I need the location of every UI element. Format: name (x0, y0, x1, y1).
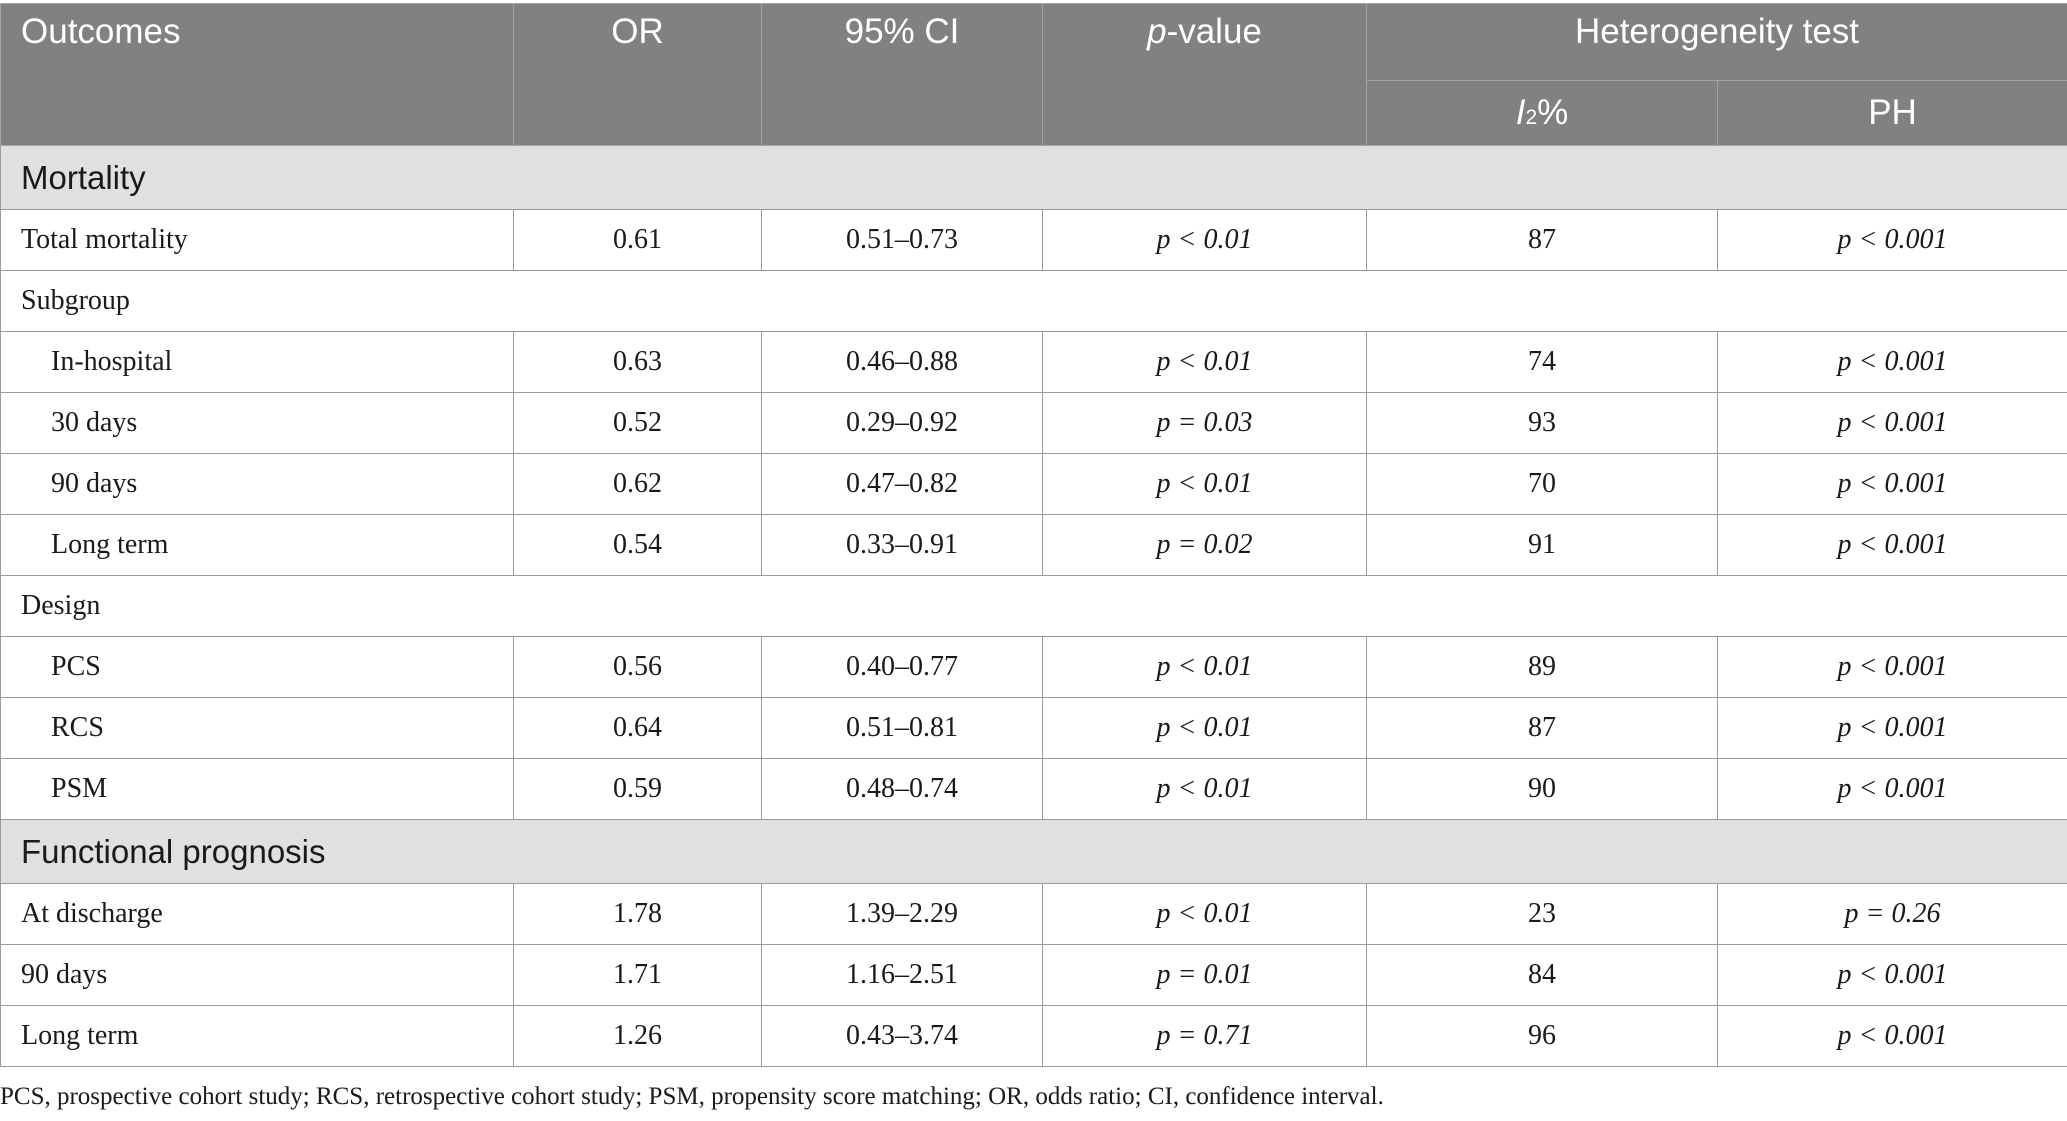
ci-cell: 0.43–3.74 (762, 1006, 1043, 1067)
ci-cell: 0.51–0.73 (762, 210, 1043, 271)
ph-cell: p < 0.001 (1718, 515, 2067, 576)
or-cell: 1.26 (514, 1006, 762, 1067)
i2-cell: 84 (1367, 945, 1718, 1006)
i2-cell: 89 (1367, 637, 1718, 698)
ph-cell: p < 0.001 (1718, 637, 2067, 698)
section-functional-prognosis: Functional prognosis (1, 820, 2067, 884)
header-ci: 95% CI (762, 4, 1043, 146)
pvalue-cell: p = 0.01 (1043, 945, 1367, 1006)
or-cell: 0.61 (514, 210, 762, 271)
table-row (1, 210, 2067, 271)
ph-cell: p < 0.001 (1718, 945, 2067, 1006)
pvalue-cell: p < 0.01 (1043, 210, 1367, 271)
row-label: In-hospital (1, 332, 514, 393)
header-outcomes: Outcomes (1, 4, 514, 146)
table-row (1, 515, 2067, 576)
pvalue-cell: p = 0.71 (1043, 1006, 1367, 1067)
results-table (0, 3, 2067, 1067)
ci-cell: 1.16–2.51 (762, 945, 1043, 1006)
header-i2-pct: % (1537, 93, 1569, 132)
header-i2-letter: I (1515, 93, 1526, 132)
row-label: Long term (1, 515, 514, 576)
table-row (1, 698, 2067, 759)
header-i2 (1367, 81, 1718, 146)
i2-cell: 87 (1367, 698, 1718, 759)
ci-cell: 0.51–0.81 (762, 698, 1043, 759)
ci-cell: 0.46–0.88 (762, 332, 1043, 393)
ci-cell: 0.33–0.91 (762, 515, 1043, 576)
section-mortality: Mortality (1, 146, 2067, 210)
or-cell: 0.59 (514, 759, 762, 820)
i2-cell: 23 (1367, 884, 1718, 945)
table-row (1, 759, 2067, 820)
i2-cell: 70 (1367, 454, 1718, 515)
or-cell: 0.62 (514, 454, 762, 515)
header-heterogeneity: Heterogeneity test (1367, 4, 2067, 81)
pvalue-cell: p < 0.01 (1043, 637, 1367, 698)
ci-cell: 0.47–0.82 (762, 454, 1043, 515)
ph-cell: p < 0.001 (1718, 759, 2067, 820)
table-row (1, 393, 2067, 454)
pvalue-cell: p = 0.03 (1043, 393, 1367, 454)
or-cell: 1.78 (514, 884, 762, 945)
pvalue-cell: p < 0.01 (1043, 454, 1367, 515)
or-cell: 0.64 (514, 698, 762, 759)
header-pvalue-p: p (1147, 12, 1167, 51)
pvalue-cell: p = 0.02 (1043, 515, 1367, 576)
ph-cell: p < 0.001 (1718, 332, 2067, 393)
table-row (1, 332, 2067, 393)
section-functional-row (1, 820, 2067, 884)
ci-cell: 0.40–0.77 (762, 637, 1043, 698)
row-label: Total mortality (1, 210, 514, 271)
header-pvalue (1043, 4, 1367, 146)
subheading-row (1, 576, 2067, 637)
ph-cell: p < 0.001 (1718, 698, 2067, 759)
table-row (1, 1006, 2067, 1067)
section-mortality-row (1, 146, 2067, 210)
i2-cell: 87 (1367, 210, 1718, 271)
or-cell: 0.63 (514, 332, 762, 393)
ph-cell: p < 0.001 (1718, 393, 2067, 454)
row-label: PCS (1, 637, 514, 698)
pvalue-cell: p < 0.01 (1043, 759, 1367, 820)
row-label: 90 days (1, 454, 514, 515)
header-row-1 (1, 4, 2067, 81)
or-cell: 0.52 (514, 393, 762, 454)
header-or: OR (514, 4, 762, 146)
row-label: Long term (1, 1006, 514, 1067)
table-row (1, 637, 2067, 698)
table-row (1, 454, 2067, 515)
header-ph: PH (1718, 81, 2067, 146)
row-label: At discharge (1, 884, 514, 945)
row-label: 30 days (1, 393, 514, 454)
header-i2-sup: 2 (1525, 106, 1538, 129)
or-cell: 0.56 (514, 637, 762, 698)
ph-cell: p < 0.001 (1718, 454, 2067, 515)
i2-cell: 96 (1367, 1006, 1718, 1067)
table-row (1, 945, 2067, 1006)
i2-cell: 90 (1367, 759, 1718, 820)
pvalue-cell: p < 0.01 (1043, 884, 1367, 945)
row-label: PSM (1, 759, 514, 820)
ci-cell: 0.29–0.92 (762, 393, 1043, 454)
row-label: RCS (1, 698, 514, 759)
subheading-subgroup: Subgroup (1, 271, 2067, 332)
i2-cell: 93 (1367, 393, 1718, 454)
ph-cell: p < 0.001 (1718, 1006, 2067, 1067)
pvalue-cell: p < 0.01 (1043, 332, 1367, 393)
ph-cell: p < 0.001 (1718, 210, 2067, 271)
i2-cell: 91 (1367, 515, 1718, 576)
or-cell: 0.54 (514, 515, 762, 576)
subheading-design: Design (1, 576, 2067, 637)
i2-cell: 74 (1367, 332, 1718, 393)
header-pvalue-rest: -value (1166, 12, 1262, 51)
row-label: 90 days (1, 945, 514, 1006)
or-cell: 1.71 (514, 945, 762, 1006)
ci-cell: 1.39–2.29 (762, 884, 1043, 945)
ci-cell: 0.48–0.74 (762, 759, 1043, 820)
table-row (1, 884, 2067, 945)
ph-cell: p = 0.26 (1718, 884, 2067, 945)
subheading-row (1, 271, 2067, 332)
table-footnote: PCS, prospective cohort study; RCS, retrospective cohort study; PSM, propensity score matching; OR, odds ratio; CI, confidence interval. (0, 1083, 1384, 1110)
pvalue-cell: p < 0.01 (1043, 698, 1367, 759)
